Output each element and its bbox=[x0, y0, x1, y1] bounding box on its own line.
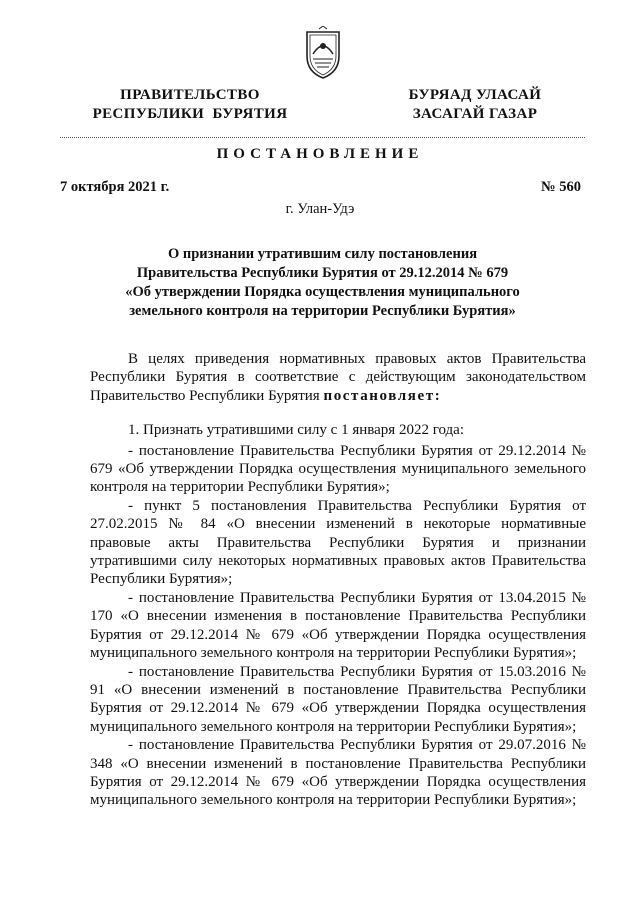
document-type: ПОСТАНОВЛЕНИЕ bbox=[216, 146, 424, 162]
government-name-bur bbox=[360, 86, 590, 124]
title-line: «Об утверждении Порядка осуществления муниципального bbox=[125, 284, 520, 300]
list-item: - постановление Правительства Республики Бурятия от 29.12.2014 № 679 «Об утверждении Порядка осуществления муниципального земельного контроля на территории Республики Бурятия»; bbox=[90, 442, 586, 496]
document-number: № 560 bbox=[541, 179, 581, 195]
header-left-line2: РЕСПУБЛИКИ БУРЯТИЯ bbox=[92, 106, 288, 122]
preamble-keyword: постановляет: bbox=[323, 387, 442, 404]
list-item: - постановление Правительства Республики Бурятия от 15.03.2016 № 91 «О внесении изменений в постановление Правительства Республики Бурятия от 29.12.2014 № 679 «Об утверждении Порядка осуществления муниципального земельного контроля на территории Республики Бурятия»; bbox=[90, 663, 586, 735]
coat-of-arms-icon bbox=[301, 26, 345, 80]
list-item: - постановление Правительства Республики Бурятия от 13.04.2015 № 170 «О внесении изменения в постановление Правительства Республики Бурятия от 29.12.2014 № 679 «Об утверждении Порядка осуществления муниципального земельного контроля на территории Республики Бурятия»; bbox=[90, 589, 586, 662]
document-title bbox=[60, 245, 585, 321]
title-line: Правительства Республики Бурятия от 29.12.2014 № 679 bbox=[136, 265, 509, 281]
header-right-line2: ЗАСАГАЙ ГАЗАР bbox=[412, 106, 538, 122]
list-item: - пункт 5 постановления Правительства Республики Бурятия от 27.02.2015 № 84 «О внесении изменений в некоторые нормативные правовые акты Правительства Республики Бурятия и признании утратившими силу некоторых нормативных правовых актов Правительства Республики Бурятия»; bbox=[90, 497, 586, 588]
list-item: - постановление Правительства Республики Бурятия от 29.07.2016 № 348 «О внесении изменений в постановление Правительства Республики Бурятия от 29.12.2014 № 679 «Об утверждении Порядка осуществления муниципального земельного контроля на территории Республики Бурятия»; bbox=[90, 737, 586, 809]
title-line: О признании утратившим силу постановления bbox=[167, 246, 478, 262]
preamble bbox=[90, 350, 586, 405]
header-right-line1: БУРЯАД УЛАСАЙ bbox=[408, 87, 542, 103]
government-name-ru bbox=[70, 86, 310, 124]
header-divider bbox=[60, 137, 585, 138]
document-city: г. Улан-Удэ bbox=[285, 201, 355, 217]
header-left-line1: ПРАВИТЕЛЬСТВО bbox=[120, 87, 260, 103]
title-line: земельного контроля на территории Республики Бурятия» bbox=[129, 303, 516, 319]
document-body bbox=[90, 350, 586, 810]
document-date: 7 октября 2021 г. bbox=[60, 179, 170, 195]
preamble-text: В целях приведения нормативных правовых актов Правительства Республики Бурятия в соответствие с действующим законодательством Правительство Республики Бурятия bbox=[90, 351, 586, 404]
point-1-intro: 1. Признать утратившими силу с 1 января 2022 года: bbox=[128, 422, 464, 439]
repealed-acts-list bbox=[90, 442, 586, 810]
